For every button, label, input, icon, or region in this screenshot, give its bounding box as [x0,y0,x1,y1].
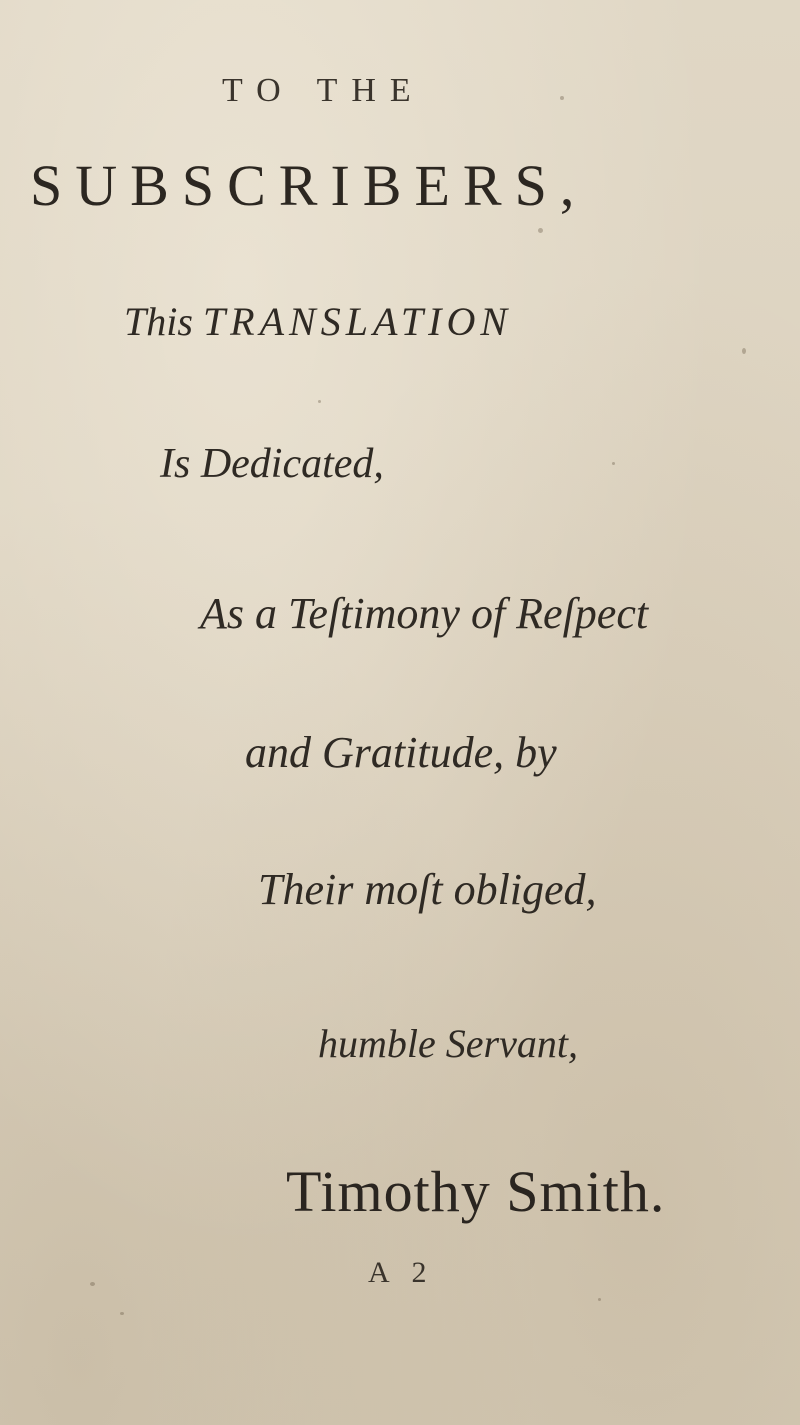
heading-subscribers: SUBSCRIBERS, [30,153,588,218]
word-translation: TRANSLATION [202,299,513,344]
printer-signature-mark: A 2 [368,1256,435,1289]
paper-speck [120,1312,124,1315]
paper-speck [598,1298,601,1301]
paper-speck [538,228,543,233]
word-this: This [124,299,193,344]
signature-name: Timothy Smith. [286,1159,666,1224]
line-dedicated: Is Dedicated, [160,441,384,487]
line-gratitude: and Gratitude, by [245,728,557,777]
line-obliged: Their moſt obliged, [258,865,597,914]
heading-to-the: TO THE [222,72,425,109]
line-testimony: As a Teſtimony of Reſpect [200,589,649,638]
paper-speck [318,400,321,403]
paper-speck [612,462,615,465]
paper-speck [90,1282,95,1286]
line-this-translation [124,298,512,345]
paper-speck [560,96,564,100]
paper-speck [742,348,746,354]
line-servant: humble Servant, [318,1021,578,1066]
